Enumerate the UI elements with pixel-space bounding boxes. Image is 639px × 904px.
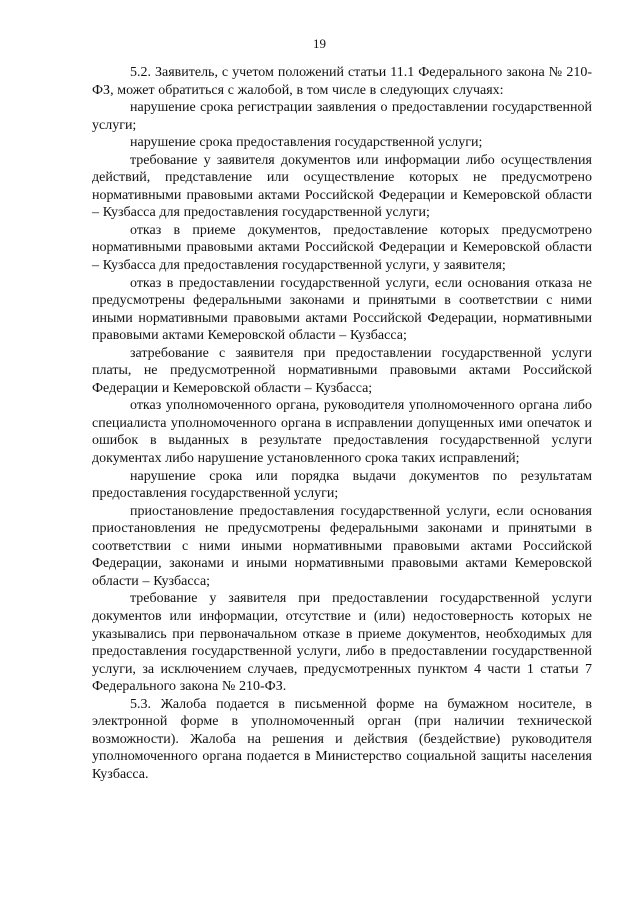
paragraph-issuance-violation: нарушение срока или порядка выдачи документов по результатам предоставления государственной услуги; [92,468,592,502]
paragraph-5-2-intro: 5.2. Заявитель, с учетом положений статьи 11.1 Федерального закона № 210-ФЗ, может обратиться с жалобой, в том числе в следующих случаях: [92,65,592,98]
paragraph-registration-deadline: нарушение срока регистрации заявления о предоставлении государственной услуги; [92,100,592,133]
paragraph-service-deadline: нарушение срока предоставления государственной услуги; [130,135,483,151]
paragraph-service-refusal: отказ в предоставлении государственной услуги, если основания отказа не предусмотрены федеральными законами и принятыми в соответствии с ними иными нормативными правовыми актами Российской Федерации, нормативными правовыми актами Кемеровской области – Кузбасса; [92,275,592,344]
paragraph-document-demand: требование у заявителя документов или информации либо осуществления действий, представление или осуществление которых не предусмотрено нормативными правовыми актами Российской Федерации и Кемеровской области – Кузбасса для предоставления государственной услуги; [92,152,592,221]
paragraph-acceptance-refusal: отказ в приеме документов, предоставление которых предусмотрено нормативными правовыми актами Российской Федерации и Кемеровской области – Кузбасса для предоставления государственной услуги, у заявителя; [92,222,592,274]
document-body [92,64,592,783]
paragraph-correction-refusal: отказ уполномоченного органа, руководителя уполномоченного органа либо специалиста уполномоченного органа в исправлении допущенных ими опечаток и ошибок в выданных в результате предоставления государственной услуги документах либо нарушение установленного срока таких исправлений; [92,398,592,467]
paragraph-suspension: приостановление предоставления государственной услуги, если основания приостановления не предусмотрены федеральными законами и принятыми в соответствии с ними иными нормативными правовыми актами Российской Федерации, законами и иными нормативными правовыми актами Кемеровской области – Кузбасса; [92,503,592,589]
page-number: 19 [313,36,326,51]
paragraph-missing-info-demand: требование у заявителя при предоставлении государственной услуги документов или информации, отсутствие и (или) недостоверность которых не указывались при первоначальном отказе в приеме документов, необходимых для предоставления государственной услуги, либо в предоставлении государственной услуги, за исключением случаев, предусмотренных пунктом 4 части 1 статьи 7 Федерального закона № 210-ФЗ. [92,591,592,695]
paragraph-fee-demand: затребование с заявителя при предоставлении государственной услуги платы, не предусмотренной нормативными правовыми актами Российской Федерации и Кемеровской области – Кузбасса; [92,345,592,396]
paragraph-5-3-complaint-form: 5.3. Жалоба подается в письменной форме на бумажном носителе, в электронной форме в уполномоченный орган (при наличии технической возможности). Жалоба на решения и действия (бездействие) руководителя уполномоченного органа подается в Министерство социальной защиты населения Кузбасса. [92,696,592,782]
